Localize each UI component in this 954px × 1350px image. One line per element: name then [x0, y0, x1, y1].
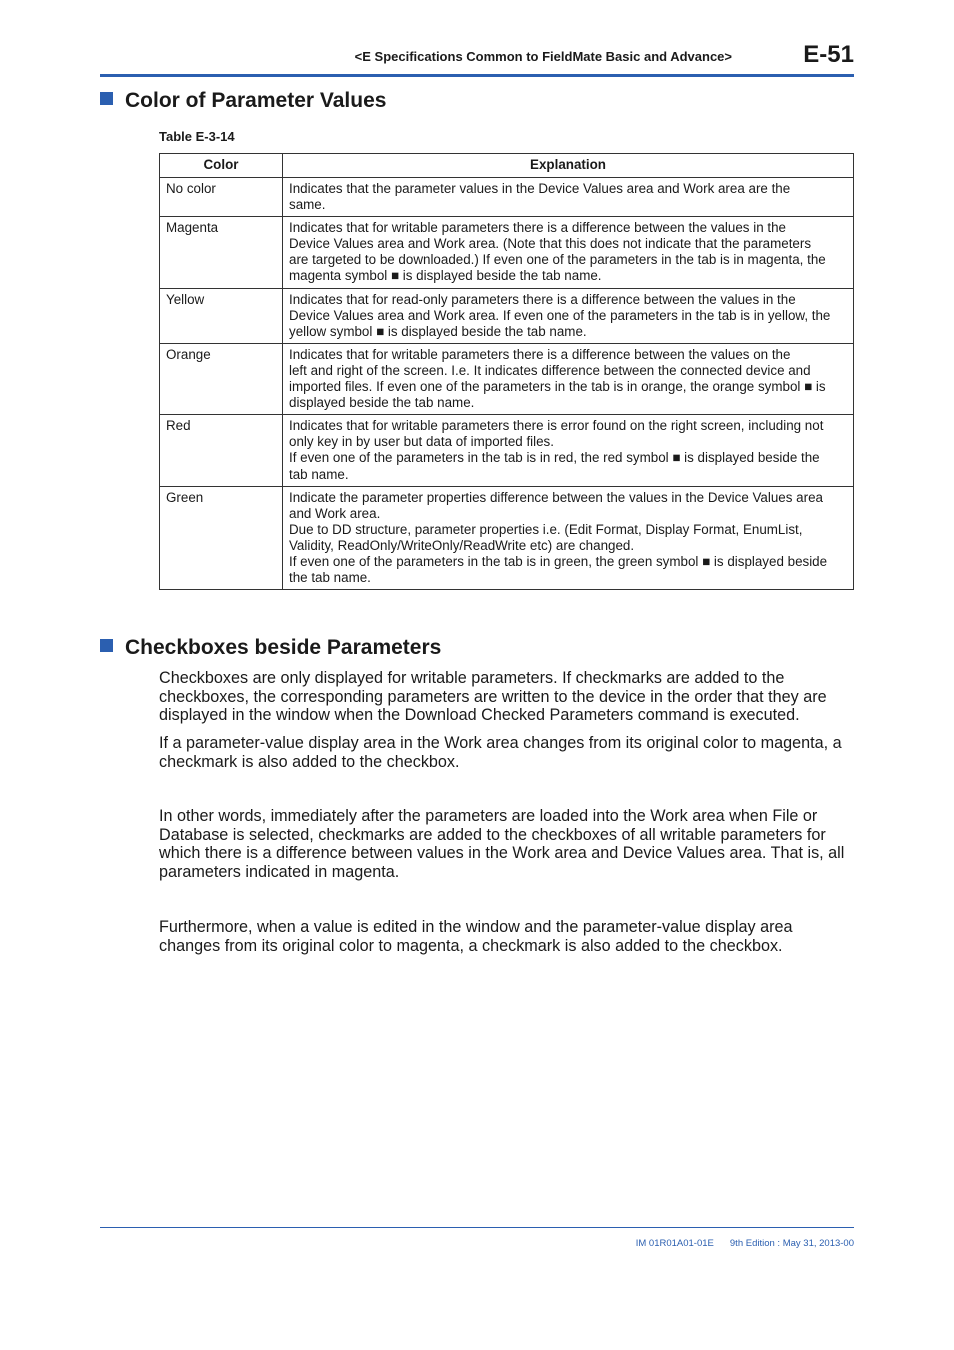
blue-square-bullet-icon — [100, 92, 113, 105]
explanation-line: If even one of the parameters in the tab is in green, the green symbol ■ is displayed beside — [289, 553, 828, 569]
color-cell: Red — [160, 415, 283, 486]
explanation-line: are targeted to be downloaded.) If even one of the parameters in the tab is in magenta, the — [289, 252, 826, 268]
color-cell: Green — [160, 486, 283, 590]
explanation-line: the tab name. — [289, 570, 371, 586]
explanation-line: same. — [289, 197, 326, 213]
parameter-color-table — [159, 153, 854, 590]
explanation-line: Due to DD structure, parameter properties i.e. (Edit Format, Display Format, EnumList, — [289, 521, 803, 537]
paragraph-line: Checkboxes are only displayed for writable parameters. If checkmarks are added to the — [159, 669, 785, 687]
paragraph — [159, 669, 859, 725]
color-cell: Magenta — [160, 217, 283, 288]
blue-square-bullet-icon — [100, 639, 113, 652]
explanation-line: Indicates that the parameter values in the Device Values area and Work area are the — [289, 181, 791, 196]
paragraph-line: checkboxes, the corresponding parameters are written to the device in the order that they are — [159, 687, 827, 706]
paragraph-line: checkmark is also added to the checkbox. — [159, 752, 460, 771]
color-cell: Orange — [160, 343, 283, 414]
explanation-line: If even one of the parameters in the tab is in red, the red symbol ■ is displayed beside the — [289, 450, 820, 466]
header-rule — [100, 74, 854, 77]
explanation-cell — [283, 486, 854, 590]
explanation-line: tab name. — [289, 466, 349, 482]
table-row — [160, 415, 854, 486]
paragraph-line: If a parameter-value display area in the Work area changes from its original color to magenta, a — [159, 734, 842, 752]
paragraph-line: Furthermore, when a value is edited in the window and the parameter-value display area — [159, 918, 793, 936]
explanation-line: displayed beside the tab name. — [289, 395, 475, 411]
paragraph-line: In other words, immediately after the parameters are loaded into the Work area when File or — [159, 807, 818, 825]
section-heading-color-of-parameter-values — [100, 88, 386, 114]
paragraph-line: Database is selected, checkmarks are added to the checkboxes of all writable parameters for — [159, 825, 826, 844]
explanation-cell — [283, 178, 854, 217]
section-heading-checkboxes-beside-parameters — [100, 635, 441, 661]
footer-rule — [100, 1227, 854, 1228]
color-cell: No color — [160, 178, 283, 217]
explanation-cell — [283, 415, 854, 486]
explanation-line: and Work area. — [289, 505, 381, 521]
explanation-line: left and right of the screen. I.e. It indicates difference between the connected device and — [289, 362, 811, 378]
chapter-title: <E Specifications Common to FieldMate Basic and Advance> — [354, 49, 732, 64]
color-cell: Yellow — [160, 288, 283, 343]
explanation-line: Device Values area and Work area. If even one of the parameters in the tab is in yellow, the — [289, 307, 831, 323]
paragraph — [159, 807, 859, 881]
page-footer — [636, 1238, 854, 1249]
table-header-row — [160, 154, 854, 178]
explanation-line: Validity, ReadOnly/WriteOnly/ReadWrite etc) are changed. — [289, 537, 635, 553]
table-row — [160, 486, 854, 590]
edition-info: 9th Edition : May 31, 2013-00 — [729, 1238, 854, 1249]
explanation-line: Indicates that for read-only parameters there is a difference between the values in the — [289, 291, 796, 307]
explanation-line: Indicates that for writable parameters there is a difference between the values in the — [289, 220, 786, 236]
section-heading-text: Checkboxes beside Parameters — [125, 636, 442, 659]
column-header-explanation: Explanation — [283, 154, 854, 178]
explanation-line: Indicates that for writable parameters there is a difference between the values on the — [289, 346, 791, 362]
explanation-line: only key in by user but data of imported files. — [289, 434, 554, 450]
paragraph-line: which there is a difference between values in the Work area and Device Values area. That is, all — [159, 844, 845, 863]
explanation-line: imported files. If even one of the parameters in the tab is in orange, the orange symbol ■ is — [289, 379, 826, 395]
explanation-line: magenta symbol ■ is displayed beside the tab name. — [289, 268, 602, 284]
section-heading-text: Color of Parameter Values — [125, 89, 387, 112]
table-caption: Table E-3-14 — [159, 129, 235, 144]
explanation-line: Indicates that for writable parameters there is error found on the right screen, including not — [289, 418, 824, 434]
paragraph-line: parameters indicated in magenta. — [159, 862, 400, 881]
running-header — [100, 40, 854, 76]
page-number: E-51 — [803, 41, 854, 68]
explanation-line: Device Values area and Work area. (Note that this does not indicate that the parameters — [289, 236, 812, 252]
table-row — [160, 288, 854, 343]
paragraph — [159, 918, 859, 955]
table-row — [160, 343, 854, 414]
paragraph — [159, 734, 859, 771]
table-row — [160, 178, 854, 217]
explanation-cell — [283, 288, 854, 343]
explanation-cell — [283, 343, 854, 414]
paragraph-line: displayed in the window when the Download Checked Parameters command is executed. — [159, 706, 800, 725]
explanation-line: Indicate the parameter properties difference between the values in the Device Values area — [289, 489, 823, 505]
document-id: IM 01R01A01-01E — [635, 1238, 714, 1249]
column-header-color: Color — [160, 154, 283, 178]
explanation-line: yellow symbol ■ is displayed beside the tab name. — [289, 323, 587, 339]
table-row — [160, 217, 854, 288]
paragraph-line: changes from its original color to magenta, a checkmark is also added to the checkbox. — [159, 936, 783, 955]
explanation-cell — [283, 217, 854, 288]
